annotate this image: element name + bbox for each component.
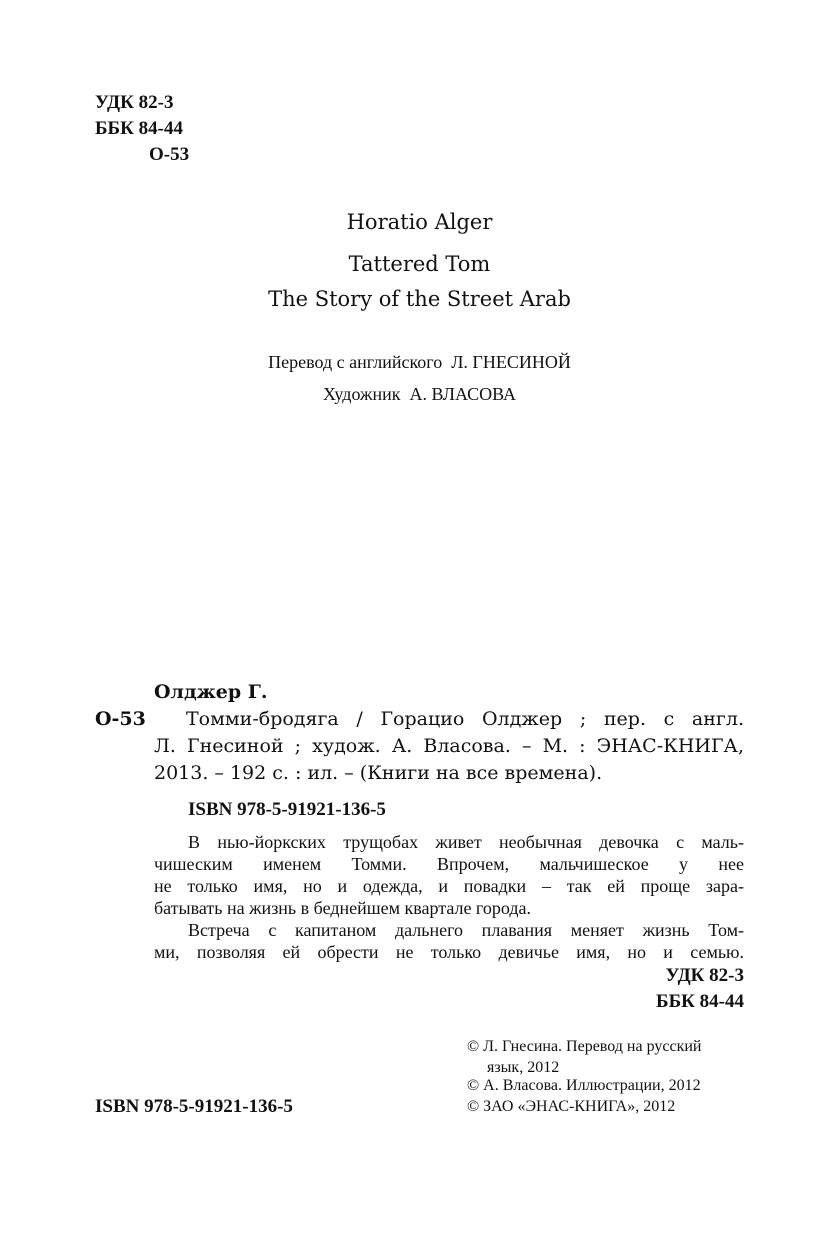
record-author-heading: Олджер Г. <box>154 681 268 703</box>
original-author: Horatio Alger <box>346 210 493 234</box>
copyright-line: © А. Власова. Иллюстрации, 2012 <box>467 1077 701 1094</box>
copyright-line: язык, 2012 <box>487 1059 560 1076</box>
artist-credit <box>3 384 833 405</box>
copyright-line: © ЗАО «ЭНАС-КНИГА», 2012 <box>467 1098 676 1115</box>
annotation-line: чишеским именем Томми. Впрочем, мальчишеское у нее <box>154 854 744 874</box>
record-line-3: 2013. – 192 с. : ил. – (Книги на все времена). <box>154 762 603 784</box>
copyright-line: © Л. Гнесина. Перевод на русский <box>467 1038 702 1055</box>
annotation-line: батывать на жизнь в беднейшем квартале города. <box>154 898 531 918</box>
bbk-code-top: ББК 84-44 <box>95 118 183 139</box>
udk-code-bottom: УДК 82-3 <box>665 965 744 986</box>
artist-name: А. ВЛАСОВА <box>409 384 516 404</box>
artist-label: Художник <box>323 384 401 404</box>
footer-isbn: ISBN 978-5-91921-136-5 <box>95 1096 293 1117</box>
record-author-mark: О-53 <box>95 708 146 730</box>
record-line-2: Л. Гнесиной ; худож. А. Власова. – М. : ЭНАС-КНИГА, <box>154 735 744 757</box>
author-mark-top: О-53 <box>149 144 190 165</box>
record-isbn: ISBN 978-5-91921-136-5 <box>188 799 386 820</box>
record-line-1: Томми-бродяга / Горацио Олджер ; пер. с англ. <box>186 708 744 730</box>
bbk-code-bottom: ББК 84-44 <box>656 991 744 1012</box>
annotation-line: В нью-йоркских трущобах живет необычная девочка с маль- <box>188 832 744 852</box>
translation-label: Перевод с английского <box>268 352 443 372</box>
original-title: Tattered Tom <box>348 252 491 276</box>
original-subtitle: The Story of the Street Arab <box>268 287 571 311</box>
annotation-line: Встреча с капитаном дальнего плавания меняет жизнь Том- <box>188 920 744 940</box>
translator-credit <box>3 352 833 373</box>
annotation-line: ми, позволяя ей обрести не только девичье имя, но и семью. <box>154 942 744 962</box>
translator-name: Л. ГНЕСИНОЙ <box>451 352 571 372</box>
udk-code-top: УДК 82-3 <box>95 92 174 113</box>
annotation-line: не только имя, но и одежда, и повадки – так ей проще зара- <box>154 876 744 896</box>
